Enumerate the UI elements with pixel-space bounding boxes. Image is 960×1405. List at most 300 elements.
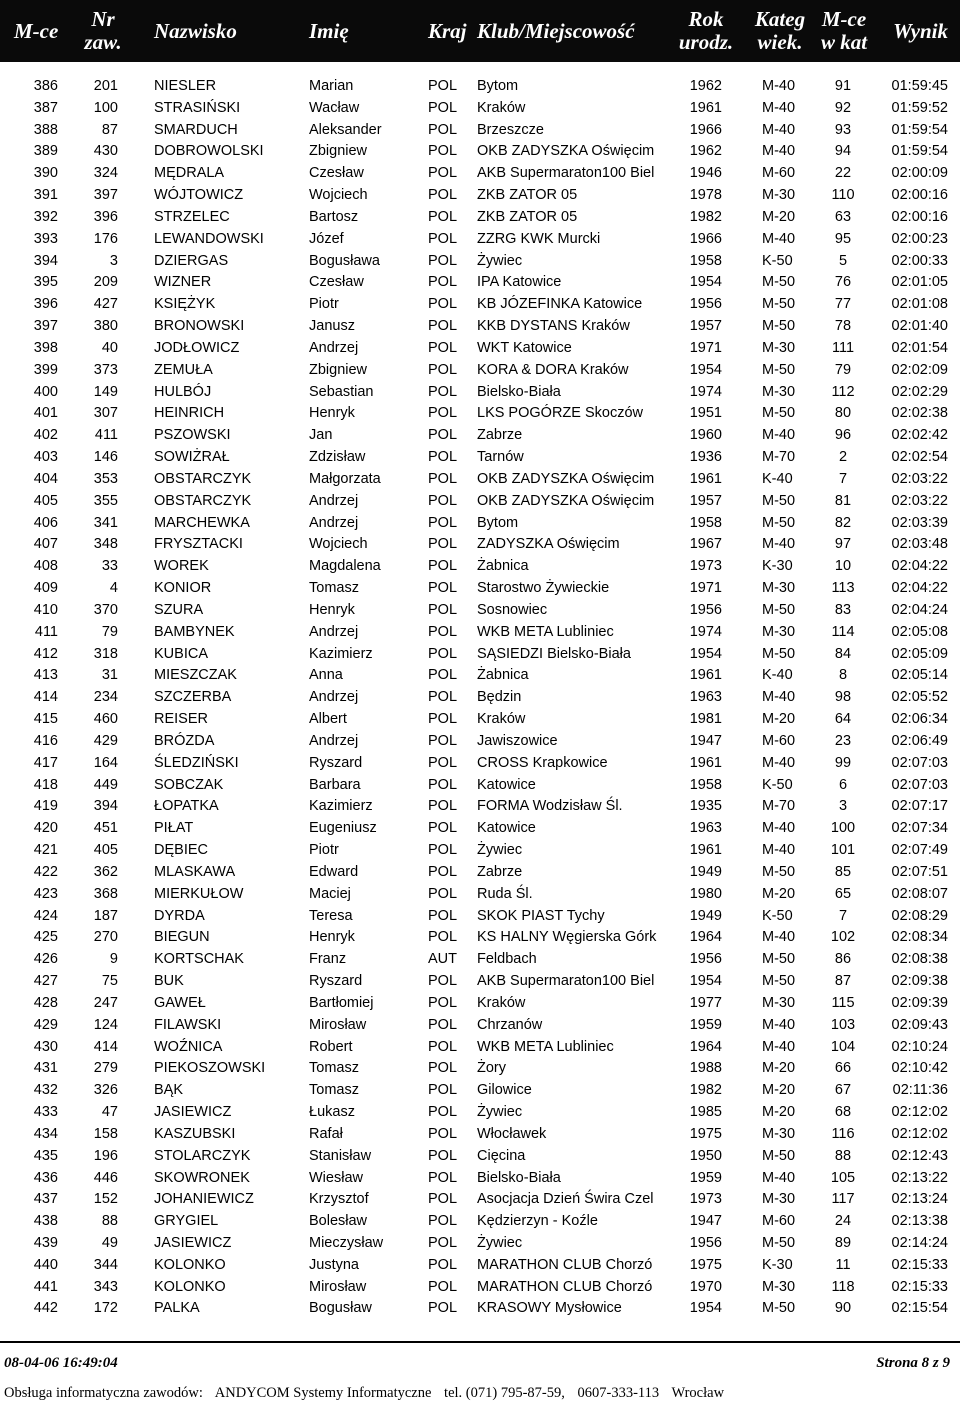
cell-result: 02:00:09 (891, 165, 948, 182)
cell-age-category: M-40 (762, 143, 796, 160)
header-place: M-ce (14, 19, 59, 43)
table-row (0, 293, 960, 315)
cell-bib: 152 (93, 1191, 118, 1208)
cell-club: Sosnowiec (477, 601, 548, 618)
cell-club: OKB ZADYSZKA Oświęcim (477, 470, 655, 487)
cell-age-category: M-40 (762, 820, 796, 837)
table-row (0, 774, 960, 796)
cell-country: POL (428, 536, 458, 553)
table-row (0, 599, 960, 621)
cell-surname: LEWANDOWSKI (154, 230, 264, 247)
cell-place: 415 (33, 711, 58, 728)
cell-place: 441 (33, 1278, 58, 1295)
cell-country: POL (428, 274, 458, 291)
cell-club: Bytom (477, 514, 519, 531)
cell-age-category: M-40 (762, 1038, 796, 1055)
cell-birth-year: 1967 (689, 536, 722, 553)
cell-bib: 460 (93, 711, 118, 728)
table-row (0, 490, 960, 512)
cell-result: 02:03:39 (891, 514, 948, 531)
cell-age-category: M-60 (762, 1213, 796, 1230)
cell-bib: 79 (101, 623, 118, 640)
cell-club: MARATHON CLUB Chorzó (477, 1278, 653, 1295)
cell-age-category: M-20 (762, 885, 796, 902)
cell-country: POL (428, 252, 458, 269)
cell-place: 389 (33, 143, 58, 160)
cell-age-category: K-40 (762, 667, 793, 684)
cell-result: 02:07:17 (891, 798, 948, 815)
cell-age-category: M-50 (762, 1234, 796, 1251)
table-row (0, 664, 960, 686)
header-country: Kraj (428, 19, 467, 43)
cell-surname: BRÓZDA (154, 732, 215, 749)
cell-first-name: Maciej (309, 885, 351, 902)
cell-bib: 373 (93, 361, 118, 378)
cell-age-category: M-30 (762, 339, 796, 356)
table-row (0, 162, 960, 184)
cell-category-place: 98 (834, 689, 852, 706)
cell-surname: BĄK (154, 1082, 184, 1099)
cell-result: 01:59:54 (891, 121, 948, 138)
cell-result: 02:00:16 (891, 208, 948, 225)
cell-result: 02:08:38 (891, 951, 948, 968)
cell-result: 02:15:33 (891, 1278, 948, 1295)
cell-club: Żywiec (477, 252, 523, 269)
cell-surname: BAMBYNEK (154, 623, 235, 640)
cell-country: POL (428, 361, 458, 378)
cell-country: POL (428, 1278, 458, 1295)
header-birth-year-line2: urodz. (678, 30, 734, 54)
cell-club: IPA Katowice (477, 274, 562, 291)
cell-country: POL (428, 623, 458, 640)
cell-bib: 411 (94, 427, 118, 444)
cell-age-category: M-30 (762, 623, 796, 640)
cell-category-place: 111 (831, 339, 855, 356)
cell-first-name: Bolesław (309, 1213, 368, 1230)
cell-surname: WÓJTOWICZ (154, 187, 244, 204)
cell-bib: 146 (93, 449, 118, 466)
cell-category-place: 2 (838, 449, 848, 466)
cell-age-category: M-50 (762, 645, 796, 662)
cell-place: 440 (33, 1256, 58, 1273)
table-row (0, 970, 960, 992)
header-bib-line2: zaw. (84, 30, 122, 54)
cell-result: 02:05:52 (891, 689, 948, 706)
cell-age-category: M-40 (762, 754, 796, 771)
cell-age-category: M-20 (762, 1060, 796, 1077)
cell-surname: SOBCZAK (154, 776, 224, 793)
cell-first-name: Janusz (309, 318, 355, 335)
cell-place: 438 (33, 1213, 58, 1230)
cell-place: 418 (33, 776, 58, 793)
cell-bib: 279 (93, 1060, 118, 1077)
table-row (0, 1167, 960, 1189)
table-row (0, 1276, 960, 1298)
table-row (0, 315, 960, 337)
table-row (0, 861, 960, 883)
cell-category-place: 64 (834, 711, 852, 728)
cell-category-place: 83 (834, 601, 852, 618)
cell-result: 02:01:05 (891, 274, 948, 291)
cell-club: KS HALNY Węgierska Górk (477, 929, 657, 946)
cell-place: 429 (33, 1016, 58, 1033)
cell-country: POL (428, 973, 458, 990)
cell-category-place: 105 (830, 1169, 856, 1186)
cell-bib: 40 (101, 339, 118, 356)
cell-first-name: Andrzej (309, 339, 359, 356)
cell-club: KKB DYSTANS Kraków (477, 318, 630, 335)
header-bib (80, 8, 126, 54)
cell-club: Starostwo Żywieckie (477, 580, 610, 597)
cell-club: SĄSIEDZI Bielsko-Biała (477, 645, 631, 662)
cell-surname: ZEMUŁA (154, 361, 213, 378)
cell-birth-year: 1947 (689, 1213, 722, 1230)
cell-first-name: Bartosz (309, 208, 359, 225)
cell-birth-year: 1954 (689, 1300, 722, 1317)
cell-country: AUT (428, 951, 457, 968)
cell-place: 398 (33, 339, 58, 356)
cell-club: Kraków (477, 994, 526, 1011)
cell-bib: 368 (93, 885, 118, 902)
cell-first-name: Wojciech (309, 536, 368, 553)
cell-birth-year: 1975 (689, 1125, 722, 1142)
cell-surname: HULBÓJ (154, 383, 212, 400)
cell-first-name: Andrzej (309, 732, 359, 749)
cell-surname: JASIEWICZ (154, 1234, 232, 1251)
cell-country: POL (428, 405, 458, 422)
cell-birth-year: 1975 (689, 1256, 722, 1273)
table-row (0, 468, 960, 490)
cell-place: 426 (33, 951, 58, 968)
cell-surname: ŁOPATKA (154, 798, 219, 815)
cell-first-name: Bartłomiej (309, 994, 374, 1011)
cell-first-name: Albert (309, 711, 347, 728)
table-row (0, 119, 960, 141)
cell-category-place: 113 (831, 580, 855, 597)
cell-club: Zabrze (477, 427, 523, 444)
cell-category-place: 10 (834, 558, 852, 575)
cell-category-place: 78 (834, 318, 852, 335)
cell-first-name: Henryk (309, 601, 355, 618)
cell-club: Żywiec (477, 842, 523, 859)
cell-first-name: Józef (309, 230, 344, 247)
cell-result: 02:00:33 (891, 252, 948, 269)
cell-bib: 209 (93, 274, 118, 291)
cell-result: 02:08:07 (891, 885, 948, 902)
cell-birth-year: 1980 (689, 885, 722, 902)
cell-age-category: M-40 (762, 536, 796, 553)
table-row (0, 184, 960, 206)
cell-country: POL (428, 842, 458, 859)
cell-country: POL (428, 514, 458, 531)
cell-birth-year: 1971 (689, 339, 722, 356)
cell-category-place: 86 (834, 951, 852, 968)
cell-first-name: Mirosław (309, 1278, 367, 1295)
cell-surname: GRYGIEL (154, 1213, 219, 1230)
cell-birth-year: 1982 (689, 1082, 722, 1099)
cell-bib: 397 (93, 187, 118, 204)
cell-first-name: Tomasz (309, 1060, 359, 1077)
cell-birth-year: 1958 (689, 514, 722, 531)
cell-category-place: 91 (834, 78, 852, 94)
cell-age-category: M-30 (762, 994, 796, 1011)
cell-result: 02:07:34 (891, 820, 948, 837)
cell-bib: 394 (93, 798, 118, 815)
cell-first-name: Zbigniew (309, 361, 368, 378)
cell-birth-year: 1954 (689, 274, 722, 291)
table-row (0, 512, 960, 534)
cell-country: POL (428, 1234, 458, 1251)
cell-surname: WOREK (154, 558, 209, 575)
cell-age-category: M-30 (762, 383, 796, 400)
cell-age-category: M-50 (762, 863, 796, 880)
cell-surname: REISER (154, 711, 208, 728)
cell-place: 400 (33, 383, 58, 400)
cell-place: 432 (33, 1082, 58, 1099)
cell-age-category: M-30 (762, 1125, 796, 1142)
table-row (0, 228, 960, 250)
cell-first-name: Piotr (309, 296, 339, 313)
cell-category-place: 90 (834, 1300, 852, 1317)
cell-country: POL (428, 449, 458, 466)
cell-club: Żywiec (477, 1104, 523, 1120)
cell-surname: KOLONKO (154, 1278, 226, 1295)
cell-result: 02:06:34 (891, 711, 948, 728)
table-row (0, 1297, 960, 1319)
cell-age-category: M-50 (762, 296, 796, 313)
cell-bib: 49 (101, 1234, 118, 1251)
cell-category-place: 97 (834, 536, 852, 553)
cell-age-category: M-30 (762, 1278, 796, 1295)
cell-country: POL (428, 339, 458, 356)
table-row (0, 643, 960, 665)
table-row (0, 926, 960, 948)
cell-place: 425 (33, 929, 58, 946)
table-row (0, 1079, 960, 1101)
cell-first-name: Eugeniusz (309, 820, 377, 837)
cell-first-name: Franz (309, 951, 347, 968)
cell-bib: 158 (93, 1125, 118, 1142)
cell-bib: 124 (93, 1016, 118, 1033)
cell-surname: STOLARCZYK (154, 1147, 251, 1164)
cell-birth-year: 1977 (689, 994, 722, 1011)
cell-category-place: 117 (831, 1191, 855, 1208)
header-club: Klub/Miejscowość (477, 19, 635, 43)
cell-club: AKB Supermaraton100 Biel (477, 165, 655, 182)
header-category-place (814, 8, 874, 54)
cell-club: ZKB ZATOR 05 (477, 208, 578, 225)
cell-birth-year: 1954 (689, 645, 722, 662)
cell-birth-year: 1974 (689, 623, 722, 640)
cell-bib: 100 (93, 99, 118, 116)
cell-surname: KOLONKO (154, 1256, 226, 1273)
cell-age-category: M-40 (762, 230, 796, 247)
cell-country: POL (428, 187, 458, 204)
cell-result: 02:07:49 (891, 842, 948, 859)
cell-category-place: 102 (830, 929, 856, 946)
cell-place: 401 (33, 405, 58, 422)
cell-surname: KSIĘŻYK (154, 296, 216, 313)
cell-birth-year: 1988 (689, 1060, 722, 1077)
cell-category-place: 23 (834, 732, 852, 749)
table-row (0, 621, 960, 643)
cell-place: 439 (33, 1234, 58, 1251)
cell-bib: 3 (109, 252, 118, 269)
cell-bib: 430 (93, 143, 118, 160)
cell-result: 02:13:24 (891, 1191, 948, 1208)
cell-place: 411 (34, 623, 58, 640)
cell-result: 02:05:08 (891, 623, 948, 640)
cell-first-name: Bogusław (309, 1300, 372, 1317)
cell-surname: KASZUBSKI (154, 1125, 236, 1142)
cell-age-category: M-40 (762, 427, 796, 444)
service-mobile: 0607-333-113 (577, 1385, 660, 1401)
cell-club: Kraków (477, 711, 526, 728)
cell-age-category: M-20 (762, 208, 796, 225)
cell-club: Kędzierzyn - Koźle (477, 1213, 598, 1230)
cell-birth-year: 1971 (689, 580, 722, 597)
cell-club: Katowice (477, 776, 536, 793)
cell-first-name: Marian (309, 78, 354, 94)
cell-category-place: 8 (838, 667, 848, 684)
cell-category-place: 118 (831, 1278, 855, 1295)
cell-bib: 353 (93, 470, 118, 487)
cell-surname: FILAWSKI (154, 1016, 222, 1033)
cell-age-category: K-30 (762, 1256, 793, 1273)
cell-birth-year: 1951 (689, 405, 722, 422)
cell-birth-year: 1963 (689, 689, 722, 706)
header-firstname: Imię (309, 19, 349, 43)
table-row (0, 424, 960, 446)
cell-birth-year: 1954 (689, 361, 722, 378)
cell-result: 02:02:29 (891, 383, 948, 400)
cell-age-category: M-70 (762, 798, 796, 815)
cell-result: 02:04:22 (891, 558, 948, 575)
cell-country: POL (428, 798, 458, 815)
cell-result: 02:06:49 (891, 732, 948, 749)
cell-place: 404 (33, 470, 58, 487)
cell-club: ZZRG KWK Murcki (477, 230, 601, 247)
cell-bib: 9 (109, 951, 118, 968)
cell-surname: GAWEŁ (154, 994, 206, 1011)
cell-place: 423 (33, 885, 58, 902)
table-row (0, 402, 960, 424)
cell-age-category: M-50 (762, 1147, 796, 1164)
cell-result: 02:10:24 (891, 1038, 948, 1055)
cell-club: Tarnów (477, 449, 524, 466)
cell-surname: BIEGUN (154, 929, 210, 946)
header-age-category (750, 8, 810, 54)
cell-first-name: Krzysztof (309, 1191, 369, 1208)
cell-result: 02:08:29 (891, 907, 948, 924)
cell-place: 427 (33, 973, 58, 990)
cell-birth-year: 1946 (689, 165, 722, 182)
cell-club: AKB Supermaraton100 Biel (477, 973, 655, 990)
cell-age-category: M-30 (762, 187, 796, 204)
cell-age-category: M-40 (762, 1169, 796, 1186)
cell-place: 405 (33, 492, 58, 509)
cell-result: 01:59:45 (891, 78, 948, 94)
cell-country: POL (428, 1060, 458, 1077)
cell-category-place: 104 (830, 1038, 856, 1055)
cell-surname: KUBICA (154, 645, 208, 662)
cell-first-name: Wojciech (309, 187, 368, 204)
cell-birth-year: 1936 (689, 449, 722, 466)
service-city: Wrocław (671, 1385, 725, 1401)
cell-place: 437 (33, 1191, 58, 1208)
cell-category-place: 115 (831, 994, 855, 1011)
cell-result: 02:01:08 (891, 296, 948, 313)
cell-surname: BUK (154, 973, 184, 990)
service-label: Obsługa informatyczna zawodów: (4, 1385, 203, 1401)
cell-place: 390 (33, 165, 58, 182)
cell-country: POL (428, 711, 458, 728)
cell-category-place: 101 (830, 842, 856, 859)
cell-result: 02:04:22 (891, 580, 948, 597)
cell-surname: SMARDUCH (154, 121, 238, 138)
cell-place: 436 (33, 1169, 58, 1186)
cell-category-place: 6 (838, 776, 848, 793)
cell-first-name: Małgorzata (309, 470, 381, 487)
cell-club: ZKB ZATOR 05 (477, 187, 578, 204)
cell-category-place: 22 (834, 165, 852, 182)
table-row (0, 140, 960, 162)
cell-age-category: M-30 (762, 1191, 796, 1208)
cell-first-name: Aleksander (309, 121, 382, 138)
cell-first-name: Edward (309, 863, 359, 880)
cell-bib: 429 (93, 732, 118, 749)
cell-surname: JASIEWICZ (154, 1104, 232, 1120)
cell-bib: 451 (93, 820, 118, 837)
table-row (0, 337, 960, 359)
cell-country: POL (428, 1256, 458, 1273)
cell-country: POL (428, 208, 458, 225)
cell-first-name: Piotr (309, 842, 339, 859)
cell-bib: 33 (101, 558, 118, 575)
cell-result: 02:03:48 (891, 536, 948, 553)
cell-bib: 176 (93, 230, 118, 247)
cell-birth-year: 1963 (689, 820, 722, 837)
cell-category-place: 95 (834, 230, 852, 247)
table-row (0, 555, 960, 577)
cell-bib: 324 (93, 165, 118, 182)
cell-club: Będzin (477, 689, 522, 706)
cell-club: CROSS Krapkowice (477, 754, 608, 771)
cell-club: WKT Katowice (477, 339, 572, 356)
service-company: ANDYCOM Systemy Informatyczne (214, 1385, 432, 1401)
cell-country: POL (428, 601, 458, 618)
cell-country: POL (428, 1213, 458, 1230)
header-result: Wynik (893, 19, 948, 43)
cell-place: 428 (33, 994, 58, 1011)
cell-place: 406 (33, 514, 58, 531)
cell-country: POL (428, 470, 458, 487)
cell-result: 02:05:14 (891, 667, 948, 684)
cell-first-name: Mieczysław (309, 1234, 384, 1251)
cell-country: POL (428, 1191, 458, 1208)
cell-club: Żabnica (477, 558, 529, 575)
cell-country: POL (428, 689, 458, 706)
cell-result: 02:12:02 (891, 1125, 948, 1142)
cell-first-name: Ryszard (309, 754, 363, 771)
table-row (0, 359, 960, 381)
cell-place: 407 (33, 536, 58, 553)
cell-age-category: M-40 (762, 121, 796, 138)
cell-club: Bielsko-Biała (477, 383, 561, 400)
cell-surname: BRONOWSKI (154, 318, 245, 335)
cell-result: 02:05:09 (891, 645, 948, 662)
cell-place: 403 (33, 449, 58, 466)
